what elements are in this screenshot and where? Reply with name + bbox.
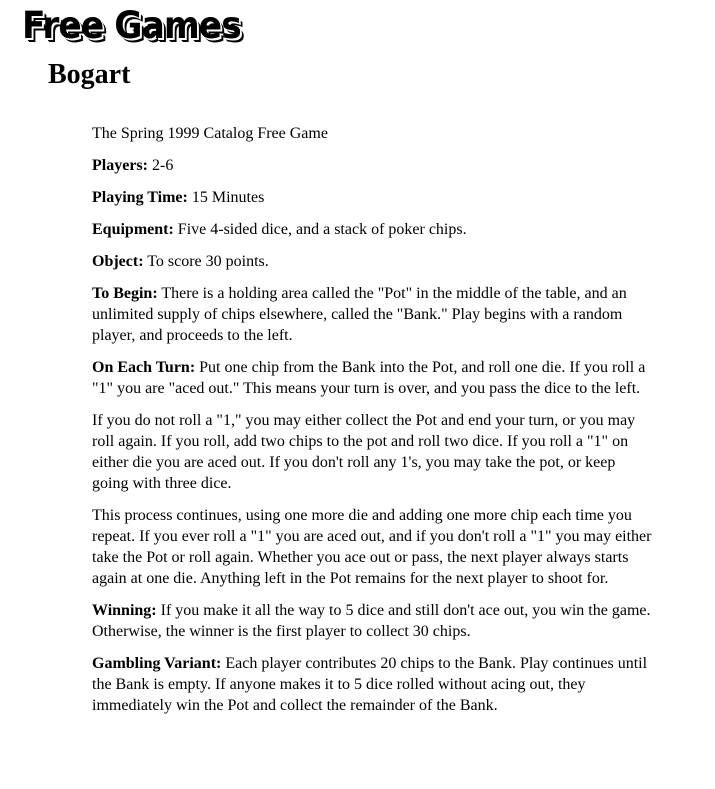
field-label: Gambling Variant: — [92, 655, 222, 672]
field-value: Each player contributes 20 chips to the Bank. Play continues until the Bank is empty. If anyone makes it to 5 dice rolled without acing out, they immediately win the Pot and collect the remainder of the Bank. — [92, 655, 648, 714]
field-label: On Each Turn: — [92, 359, 196, 376]
field-value: If you make it all the way to 5 dice and still don't ace out, you win the game. Otherwise, the winner is the first player to collect 30 chips. — [92, 602, 651, 640]
rules-paragraph: If you do not roll a "1," you may either collect the Pot and end your turn, or you may roll again. If you roll, add two chips to the pot and roll two dice. If you roll a "1" on either die you are aced out. If you don't roll any 1's, you may take the pot, or keep going with three dice. — [92, 412, 636, 492]
page-title: Bogart — [48, 59, 131, 90]
object-field — [92, 251, 652, 272]
gambling-variant-field — [92, 653, 652, 716]
field-label: Players: — [92, 157, 148, 174]
equipment-field — [92, 219, 652, 240]
field-label: Winning: — [92, 602, 157, 619]
field-value: Put one chip from the Bank into the Pot, and roll one die. If you roll a "1" you are "aced out." This means your turn is over, and you pass the dice to the left. — [92, 359, 646, 397]
winning-field — [92, 600, 652, 642]
field-value: To score 30 points. — [143, 253, 269, 270]
rules-paragraph: This process continues, using one more die and adding one more chip each time you repeat. If you ever roll a "1" you are aced out, and if you don't roll a "1" you may either take the Pot or roll again. Whether you ace out or pass, the next player always starts again at one die. Anything left in the Pot remains for the next player to shoot for. — [92, 507, 652, 587]
field-label: To Begin: — [92, 285, 158, 302]
to-begin-field — [92, 283, 652, 346]
field-value: Five 4-sided dice, and a stack of poker chips. — [173, 221, 467, 238]
field-label: Equipment: — [92, 221, 174, 238]
field-label: Object: — [92, 253, 144, 270]
intro-text: The Spring 1999 Catalog Free Game — [92, 125, 328, 142]
field-label: Playing Time: — [92, 189, 188, 206]
game-rules — [92, 123, 652, 727]
free-games-logo[interactable]: Free Games — [22, 4, 241, 47]
field-value: 2-6 — [147, 157, 174, 174]
playing-time-field — [92, 187, 652, 208]
field-value: There is a holding area called the "Pot" in the middle of the table, and an unlimited supply of chips elsewhere, called the "Bank." Play begins with a random player, and proceeds to the left. — [92, 285, 627, 344]
field-value: 15 Minutes — [187, 189, 265, 206]
on-each-turn-field — [92, 357, 652, 399]
players-field — [92, 155, 652, 176]
